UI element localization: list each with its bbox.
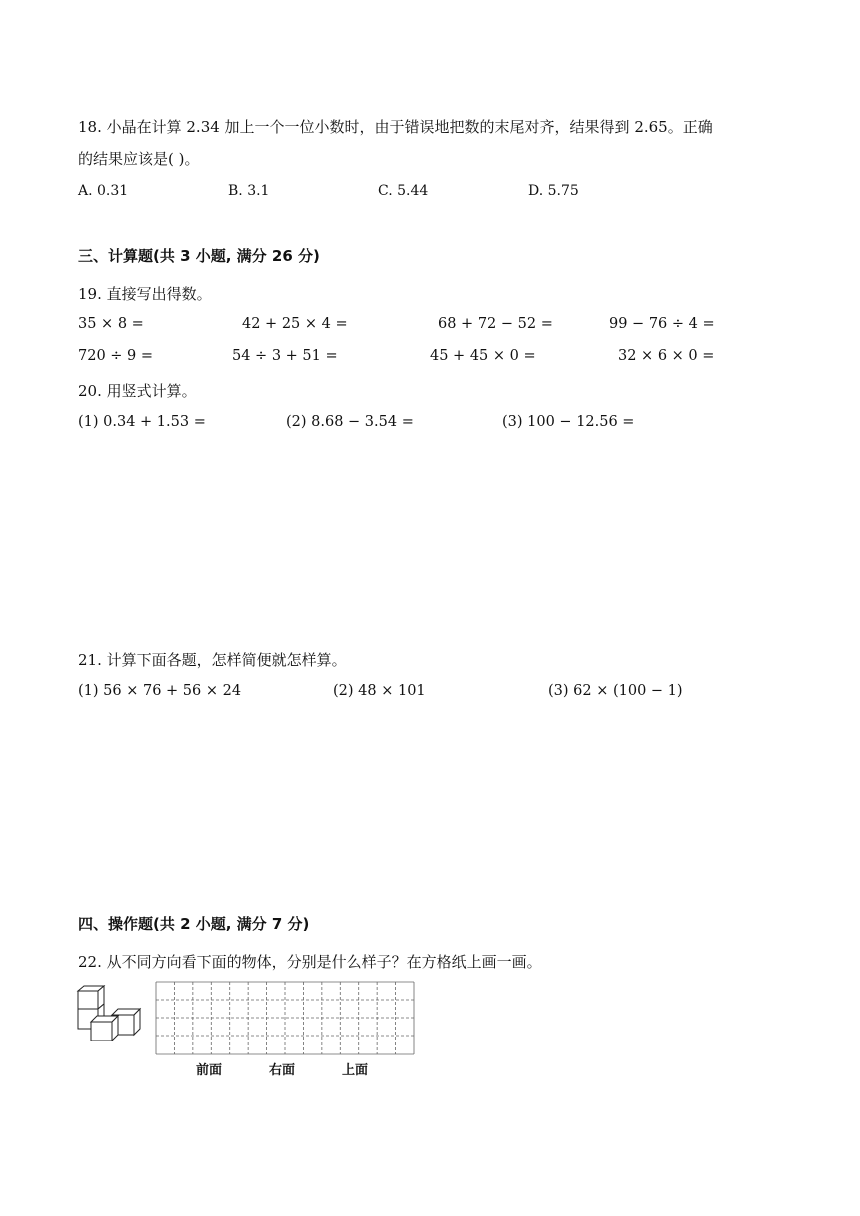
q19-expr-7: 45 + 45 × 0 = [430, 348, 536, 364]
grid-paper[interactable] [155, 981, 415, 1055]
q20-item-3: (3) 100 − 12.56 = [502, 414, 635, 430]
cube-stack-figure [76, 985, 144, 1041]
q20-item-2: (2) 8.68 − 3.54 = [286, 414, 414, 430]
q19-expr-3: 68 + 72 − 52 = [438, 316, 553, 332]
q21-item-1: (1) 56 × 76 + 56 × 24 [78, 683, 242, 699]
q19-expr-4: 99 − 76 ÷ 4 = [609, 316, 715, 332]
q19-expr-2: 42 + 25 × 4 = [242, 316, 348, 332]
q18-option-b: B. 3.1 [228, 183, 270, 199]
q18-option-a: A. 0.31 [78, 183, 129, 199]
q18-option-d: D. 5.75 [528, 183, 579, 199]
q18-stem-line1: 18. 小晶在计算 2.34 加上一个一位小数时，由于错误地把数的末尾对齐，结果得到 2.65。正确 [78, 118, 713, 136]
view-label-top: 上面 [342, 1063, 369, 1078]
q18-option-c: C. 5.44 [378, 183, 429, 199]
q22-stem: 22. 从不同方向看下面的物体，分别是什么样子？在方格纸上画一画。 [78, 953, 542, 971]
q21-item-3: (3) 62 × (100 − 1) [548, 683, 683, 699]
q19-expr-6: 54 ÷ 3 + 51 = [232, 348, 338, 364]
section3-title: 三、计算题(共 3 小题, 满分 26 分) [78, 247, 320, 265]
q18-stem-line2: 的结果应该是( )。 [78, 150, 200, 168]
view-label-right: 右面 [269, 1063, 296, 1078]
q19-expr-8: 32 × 6 × 0 = [618, 348, 715, 364]
q19-expr-5: 720 ÷ 9 = [78, 348, 154, 364]
q19-expr-1: 35 × 8 = [78, 316, 144, 332]
q21-item-2: (2) 48 × 101 [333, 683, 426, 699]
view-label-front: 前面 [196, 1063, 223, 1078]
q20-stem: 20. 用竖式计算。 [78, 382, 197, 400]
section4-title: 四、操作题(共 2 小题, 满分 7 分) [78, 915, 310, 933]
q21-stem: 21. 计算下面各题，怎样简便就怎样算。 [78, 651, 347, 669]
q20-item-1: (1) 0.34 + 1.53 = [78, 414, 206, 430]
q19-stem: 19. 直接写出得数。 [78, 285, 212, 303]
